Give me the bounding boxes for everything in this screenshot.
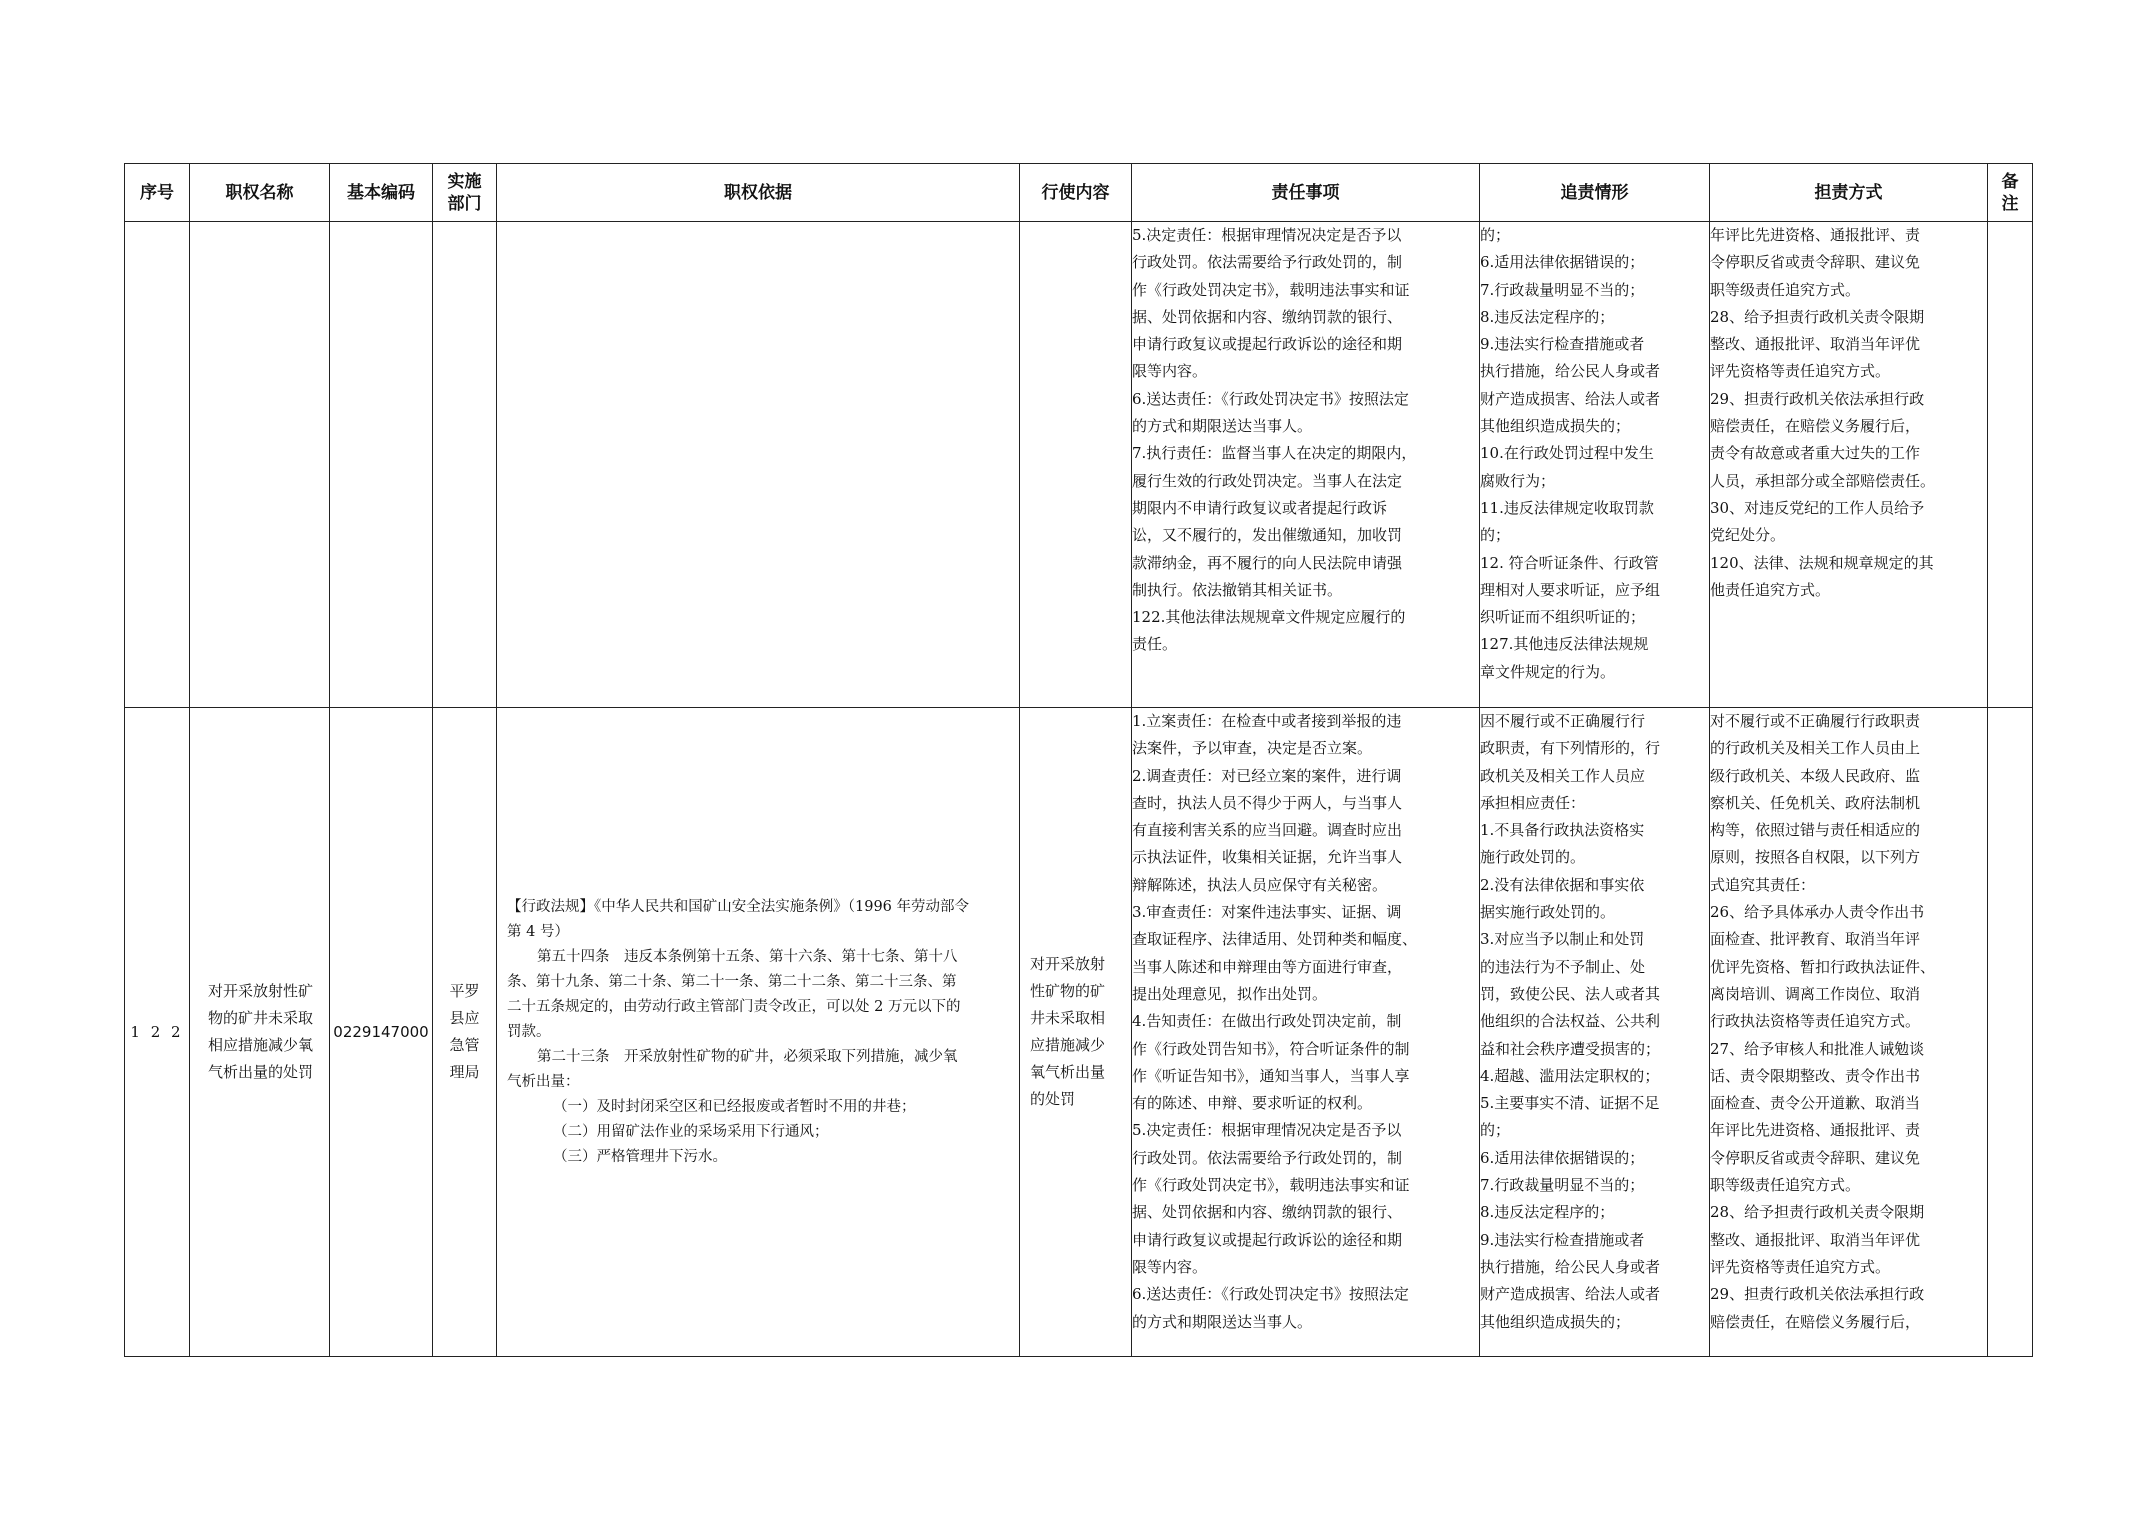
text-line: 政职责，有下列情形的，行	[1480, 739, 1661, 758]
text-line: 2.调查责任：对已经立案的案件，进行调	[1132, 766, 1402, 785]
text-line: 施行政处罚的。	[1480, 848, 1586, 867]
text-line: 28、给予担责行政机关责令限期	[1710, 1203, 1925, 1222]
text-line: 5.主要事实不清、证据不足	[1480, 1094, 1660, 1113]
header-dept	[433, 164, 497, 222]
text-line: 120、法律、法规和规章规定的其	[1710, 553, 1934, 572]
text-line: 履行生效的行政处罚决定。当事人在法定	[1132, 471, 1403, 490]
text-line: 127.其他违反法律法规规	[1480, 635, 1649, 654]
header-dept-line: 部门	[447, 193, 482, 214]
basis-line: 第二十三条 开采放射性矿物的矿井，必须采取下列措施，减少氧	[537, 1048, 958, 1065]
text-line: 井未采取相	[1030, 1009, 1106, 1027]
liability-text	[1710, 222, 1987, 604]
text-line: 11.违反法律规定收取罚款	[1480, 498, 1654, 517]
text-line: 8.违反法定程序的；	[1480, 307, 1615, 326]
text-line: 的行政机关及相关工作人员由上	[1710, 739, 1921, 758]
text-line: 的方式和期限送达当事人。	[1132, 1312, 1313, 1331]
text-line: 辩解陈述，执法人员应保守有关秘密。	[1132, 875, 1388, 894]
text-line: 29、担责行政机关依法承担行政	[1710, 1285, 1925, 1304]
text-line: 离岗培训、调离工作岗位、取消	[1710, 984, 1921, 1003]
text-line: 5.决定责任：根据审理情况决定是否予以	[1132, 1121, 1402, 1140]
text-line: 章文件规定的行为。	[1480, 662, 1616, 681]
text-line: 行政处罚。依法需要给予行政处罚的，制	[1132, 253, 1403, 272]
text-line: 责令有故意或者重大过失的工作	[1710, 444, 1921, 463]
basis-line: 气析出量：	[507, 1073, 580, 1090]
header-basis: 职权依据	[497, 164, 1020, 222]
text-line: 1.立案责任：在检查中或者接到举报的违	[1132, 712, 1402, 730]
basis-line: （二）用留矿法作业的采场采用下行通风；	[553, 1123, 829, 1140]
text-line: 10.在行政处罚过程中发生	[1480, 444, 1654, 463]
text-line: 6.送达责任：《行政处罚决定书》按照法定	[1132, 1285, 1409, 1304]
text-line: 原则，按照各自权限，以下列方	[1710, 848, 1921, 867]
cell-name	[190, 708, 330, 1357]
text-line: 1.不具备行政执法资格实	[1480, 821, 1645, 840]
text-line: 察机关、任免机关、政府法制机	[1710, 793, 1921, 812]
text-line: 作《听证告知书》，通知当事人，当事人享	[1132, 1066, 1410, 1085]
header-accountability: 追责情形	[1480, 164, 1710, 222]
text-line: 人员，承担部分或全部赔偿责任。	[1710, 471, 1936, 490]
text-line: 财产造成损害、给法人或者	[1480, 389, 1661, 408]
header-name: 职权名称	[190, 164, 330, 222]
header-content: 行使内容	[1020, 164, 1132, 222]
cell-dept	[433, 222, 497, 708]
text-line: 评先资格等责任追究方式。	[1710, 1257, 1891, 1276]
text-line: 据、处罚依据和内容、缴纳罚款的银行、	[1132, 1203, 1403, 1222]
text-line: 氧气析出量	[1030, 1063, 1106, 1081]
text-line: 3.对应当予以制止和处罚	[1480, 930, 1645, 949]
dept-text	[433, 978, 496, 1086]
text-line: 党纪处分。	[1710, 526, 1786, 545]
text-line: 其他组织造成损失的；	[1480, 417, 1631, 436]
header-row	[125, 164, 2033, 222]
basis-line: 【行政法规】《中华人民共和国矿山安全法实施条例》（1996 年劳动部令	[507, 898, 970, 915]
text-line: 财产造成损害、给法人或者	[1480, 1285, 1661, 1304]
text-line: 令停职反省或责令辞职、建议免	[1710, 253, 1921, 272]
basis-text	[507, 895, 1011, 1170]
text-line: 因不履行或不正确履行行	[1480, 712, 1646, 730]
liability-text	[1710, 708, 1987, 1336]
text-line: 法案件，予以审查，决定是否立案。	[1132, 739, 1373, 758]
text-line: 构等，依照过错与责任相适应的	[1710, 821, 1921, 840]
text-line: 作《行政处罚告知书》，符合听证条件的制	[1132, 1039, 1410, 1058]
text-line: 行政执法资格等责任追究方式。	[1710, 1012, 1921, 1031]
table-row-122	[125, 708, 2033, 1357]
cell-basis	[497, 222, 1020, 708]
text-line: 期限内不申请行政复议或者提起行政诉	[1132, 498, 1388, 517]
text-line: 讼，又不履行的，发出催缴通知，加收罚	[1132, 526, 1403, 545]
cell-accountability	[1480, 708, 1710, 1357]
text-line: 6.适用法律依据错误的；	[1480, 1148, 1645, 1167]
basis-line: 条、第十九条、第二十条、第二十一条、第二十二条、第二十三条、第	[507, 973, 957, 990]
cell-dept	[433, 708, 497, 1357]
text-line: 申请行政复议或提起行政诉讼的途径和期	[1132, 1230, 1403, 1249]
text-line: 相应措施减少氧	[207, 1036, 313, 1054]
header-remark-line: 备	[2001, 171, 2019, 192]
text-line: 急管	[449, 1036, 480, 1054]
cell-duty	[1132, 708, 1480, 1357]
cell-basis	[497, 708, 1020, 1357]
text-line: 气析出量的处罚	[207, 1063, 313, 1081]
text-line: 平罗	[449, 982, 480, 1000]
text-line: 行政处罚。依法需要给予行政处罚的，制	[1132, 1148, 1403, 1167]
text-line: 有的陈述、申辩、要求听证的权利。	[1132, 1094, 1373, 1113]
duty-text	[1132, 222, 1479, 659]
text-line: 其他组织造成损失的；	[1480, 1312, 1631, 1331]
text-line: 对开采放射	[1030, 955, 1106, 973]
text-line: 限等内容。	[1132, 362, 1208, 381]
header-remark	[1988, 164, 2033, 222]
text-line: 当事人陈述和申辩理由等方面进行审查，	[1132, 957, 1403, 976]
text-line: 优评先资格、暂扣行政执法证件、	[1710, 957, 1936, 976]
text-line: 6.适用法律依据错误的；	[1480, 253, 1645, 272]
cell-liability	[1710, 222, 1988, 708]
responsibility-table	[124, 163, 2033, 1357]
cell-content	[1020, 708, 1132, 1357]
text-line: 7.行政裁量明显不当的；	[1480, 1176, 1645, 1195]
text-line: 承担相应责任：	[1480, 793, 1586, 812]
text-line: 12. 符合听证条件、行政管	[1480, 553, 1659, 572]
text-line: 提出处理意见，拟作出处罚。	[1132, 984, 1328, 1003]
text-line: 年评比先进资格、通报批评、责	[1710, 226, 1921, 244]
text-line: 作《行政处罚决定书》，载明违法事实和证	[1132, 280, 1410, 299]
basis-line: 第 4 号）	[507, 923, 569, 940]
text-line: 的处罚	[1030, 1090, 1076, 1108]
basis-line: （三）严格管理井下污水。	[553, 1148, 727, 1165]
text-line: 4.告知责任：在做出行政处罚决定前，制	[1132, 1012, 1402, 1031]
text-line: 30、对违反党纪的工作人员给予	[1710, 498, 1925, 517]
text-line: 款滞纳金，再不履行的向人民法院申请强	[1132, 553, 1403, 572]
text-line: 理局	[449, 1063, 480, 1081]
text-line: 整改、通报批评、取消当年评优	[1710, 1230, 1921, 1249]
name-text	[196, 978, 325, 1086]
text-line: 查时，执法人员不得少于两人，与当事人	[1132, 793, 1403, 812]
text-line: 他责任追究方式。	[1710, 580, 1831, 599]
text-line: 3.审查责任：对案件违法事实、证据、调	[1132, 903, 1402, 922]
text-line: 的；	[1480, 526, 1511, 545]
text-line: 的违法行为不予制止、处	[1480, 957, 1646, 976]
text-line: 的；	[1480, 226, 1511, 244]
text-line: 年评比先进资格、通报批评、责	[1710, 1121, 1921, 1140]
text-line: 对不履行或不正确履行行政职责	[1710, 712, 1921, 730]
text-line: 28、给予担责行政机关责令限期	[1710, 307, 1925, 326]
text-line: 2.没有法律依据和事实依	[1480, 875, 1645, 894]
cell-code: 0229147000	[330, 708, 433, 1357]
text-line: 限等内容。	[1132, 1257, 1208, 1276]
header-code: 基本编码	[330, 164, 433, 222]
text-line: 示执法证件，收集相关证据，允许当事人	[1132, 848, 1403, 867]
accountability-text	[1480, 222, 1709, 686]
basis-line: （一）及时封闭采空区和已经报废或者暂时不用的井巷；	[553, 1098, 916, 1115]
text-line: 7.行政裁量明显不当的；	[1480, 280, 1645, 299]
basis-line: 第五十四条 违反本条例第十五条、第十六条、第十七条、第十八	[537, 948, 958, 965]
text-line: 制执行。依法撤销其相关证书。	[1132, 580, 1343, 599]
text-line: 腐败行为；	[1480, 471, 1556, 490]
cell-content	[1020, 222, 1132, 708]
duty-text	[1132, 708, 1479, 1336]
text-line: 式追究其责任：	[1710, 875, 1816, 894]
header-seq: 序号	[125, 164, 190, 222]
text-line: 赔偿责任，在赔偿义务履行后，	[1710, 1312, 1921, 1331]
text-line: 申请行政复议或提起行政诉讼的途径和期	[1132, 335, 1403, 354]
text-line: 9.违法实行检查措施或者	[1480, 1230, 1645, 1249]
text-line: 8.违反法定程序的；	[1480, 1203, 1615, 1222]
content-text	[1020, 951, 1131, 1113]
text-line: 据实施行政处罚的。	[1480, 903, 1616, 922]
text-line: 理相对人要求听证，应予组	[1480, 580, 1661, 599]
text-line: 的方式和期限送达当事人。	[1132, 417, 1313, 436]
text-line: 9.违法实行检查措施或者	[1480, 335, 1645, 354]
text-line: 他组织的合法权益、公共利	[1480, 1012, 1661, 1031]
text-line: 的；	[1480, 1121, 1511, 1140]
cell-name	[190, 222, 330, 708]
accountability-text	[1480, 708, 1709, 1336]
cell-liability	[1710, 708, 1988, 1357]
text-line: 政机关及相关工作人员应	[1480, 766, 1646, 785]
header-remark-line: 注	[2001, 193, 2019, 214]
text-line: 织听证而不组织听证的；	[1480, 608, 1646, 627]
basis-line: 罚款。	[507, 1023, 551, 1040]
text-line: 面检查、批评教育、取消当年评	[1710, 930, 1921, 949]
text-line: 作《行政处罚决定书》，载明违法事实和证	[1132, 1176, 1410, 1195]
text-line: 面检查、责令公开道歉、取消当	[1710, 1094, 1921, 1113]
text-line: 6.送达责任：《行政处罚决定书》按照法定	[1132, 389, 1409, 408]
text-line: 据、处罚依据和内容、缴纳罚款的银行、	[1132, 307, 1403, 326]
text-line: 益和社会秩序遭受损害的；	[1480, 1039, 1661, 1058]
text-line: 责任。	[1132, 635, 1178, 654]
text-line: 话、责令限期整改、责令作出书	[1710, 1066, 1921, 1085]
cell-seq: 1 2 2	[125, 708, 190, 1357]
text-line: 查取证程序、法律适用、处罚种类和幅度、	[1132, 930, 1418, 949]
text-line: 执行措施，给公民人身或者	[1480, 362, 1661, 381]
text-line: 县应	[449, 1009, 480, 1027]
text-line: 评先资格等责任追究方式。	[1710, 362, 1891, 381]
basis-line: 二十五条规定的，由劳动行政主管部门责令改正，可以处 2 万元以下的	[507, 998, 961, 1015]
text-line: 对开采放射性矿	[207, 982, 313, 1000]
text-line: 令停职反省或责令辞职、建议免	[1710, 1148, 1921, 1167]
table-row-continued	[125, 222, 2033, 708]
text-line: 罚，致使公民、法人或者其	[1480, 984, 1661, 1003]
text-line: 7.执行责任：监督当事人在决定的期限内，	[1132, 444, 1417, 463]
cell-remark	[1988, 222, 2033, 708]
header-liability: 担责方式	[1710, 164, 1988, 222]
text-line: 职等级责任追究方式。	[1710, 1176, 1861, 1195]
text-line: 26、给予具体承办人责令作出书	[1710, 903, 1925, 922]
text-line: 职等级责任追究方式。	[1710, 280, 1861, 299]
cell-duty	[1132, 222, 1480, 708]
cell-accountability	[1480, 222, 1710, 708]
text-line: 5.决定责任：根据审理情况决定是否予以	[1132, 226, 1402, 244]
cell-code	[330, 222, 433, 708]
text-line: 29、担责行政机关依法承担行政	[1710, 389, 1925, 408]
text-line: 27、给予审核人和批准人诫勉谈	[1710, 1039, 1925, 1058]
text-line: 有直接利害关系的应当回避。调查时应出	[1132, 821, 1403, 840]
text-line: 应措施减少	[1030, 1036, 1106, 1054]
cell-seq	[125, 222, 190, 708]
text-line: 级行政机关、本级人民政府、监	[1710, 766, 1921, 785]
text-line: 4.超越、滥用法定职权的；	[1480, 1066, 1660, 1085]
text-line: 整改、通报批评、取消当年评优	[1710, 335, 1921, 354]
text-line: 性矿物的矿	[1030, 982, 1106, 1000]
header-dept-line: 实施	[447, 171, 482, 192]
text-line: 物的矿井未采取	[207, 1009, 313, 1027]
header-duty: 责任事项	[1132, 164, 1480, 222]
text-line: 赔偿责任，在赔偿义务履行后，	[1710, 417, 1921, 436]
text-line: 执行措施，给公民人身或者	[1480, 1257, 1661, 1276]
text-line: 122.其他法律法规规章文件规定应履行的	[1132, 608, 1406, 627]
cell-remark	[1988, 708, 2033, 1357]
